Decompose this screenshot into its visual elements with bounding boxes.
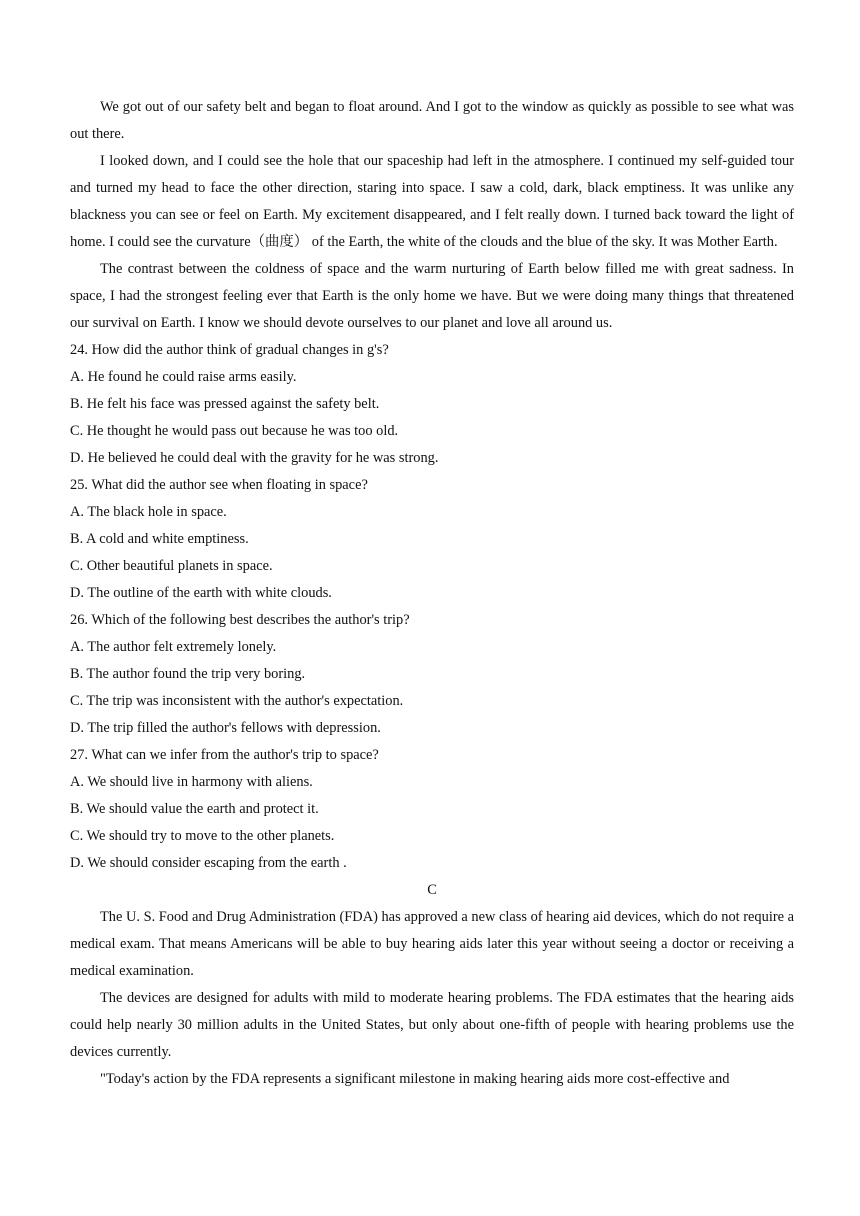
question-stem: 26. Which of the following best describes the author's trip? <box>70 612 410 628</box>
paragraph: We got out of our safety belt and began to float around. And I got to the window as quickly as possible to see what was out there. <box>70 99 794 142</box>
option-a: A. We should live in harmony with aliens. <box>70 774 313 790</box>
paragraph: "Today's action by the FDA represents a significant milestone in making hearing aids more cost-effective and <box>100 1071 730 1087</box>
question-stem: 24. How did the author think of gradual changes in g's? <box>70 342 389 358</box>
option-a: A. He found he could raise arms easily. <box>70 369 297 385</box>
question-26 <box>70 607 794 742</box>
option-d: D. The outline of the earth with white clouds. <box>70 585 332 601</box>
paragraph: The U. S. Food and Drug Administration (FDA) has approved a new class of hearing aid devices, which do not require a medical exam. That means Americans will be able to buy hearing aids later this year without seeing a doctor or receiving a medical examination. <box>70 909 794 979</box>
paragraph: The contrast between the coldness of space and the warm nurturing of Earth below filled me with great sadness. In space, I had the strongest feeling ever that Earth is the only home we have. But we were doing many things that threatened our survival on Earth. I know we should devote ourselves to our planet and love all around us. <box>70 261 794 331</box>
question-24 <box>70 337 794 472</box>
option-c: C. The trip was inconsistent with the author's expectation. <box>70 693 404 709</box>
question-stem: 27. What can we infer from the author's trip to space? <box>70 747 379 763</box>
option-c: C. He thought he would pass out because he was too old. <box>70 423 399 439</box>
passage-b <box>70 94 794 337</box>
option-b: B. He felt his face was pressed against the safety belt. <box>70 396 380 412</box>
question-25 <box>70 472 794 607</box>
option-b: B. The author found the trip very boring. <box>70 666 306 682</box>
question-27 <box>70 742 794 877</box>
passage-c <box>70 904 794 1093</box>
option-b: B. A cold and white emptiness. <box>70 531 249 547</box>
option-d: D. We should consider escaping from the earth . <box>70 855 347 871</box>
section-heading-c: C <box>427 882 437 898</box>
option-a: A. The author felt extremely lonely. <box>70 639 277 655</box>
option-c: C. Other beautiful planets in space. <box>70 558 273 574</box>
option-a: A. The black hole in space. <box>70 504 227 520</box>
paragraph: The devices are designed for adults with mild to moderate hearing problems. The FDA estimates that the hearing aids could help nearly 30 million adults in the United States, but only about one-fifth of people with hearing problems use the devices currently. <box>70 990 794 1060</box>
option-c: C. We should try to move to the other planets. <box>70 828 335 844</box>
question-stem: 25. What did the author see when floating in space? <box>70 477 368 493</box>
paragraph: I looked down, and I could see the hole that our spaceship had left in the atmosphere. I continued my self-guided tour and turned my head to face the other direction, staring into space. I saw a cold, dark, black emptiness. It was unlike any blackness you can see or feel on Earth. My excitement disappeared, and I felt really down. I turned back toward the light of home. I could see the curvature（曲度） of the Earth, the white of the clouds and the blue of the sky. It was Mother Earth. <box>70 153 794 250</box>
option-d: D. The trip filled the author's fellows with depression. <box>70 720 381 736</box>
option-d: D. He believed he could deal with the gravity for he was strong. <box>70 450 439 466</box>
option-b: B. We should value the earth and protect it. <box>70 801 319 817</box>
